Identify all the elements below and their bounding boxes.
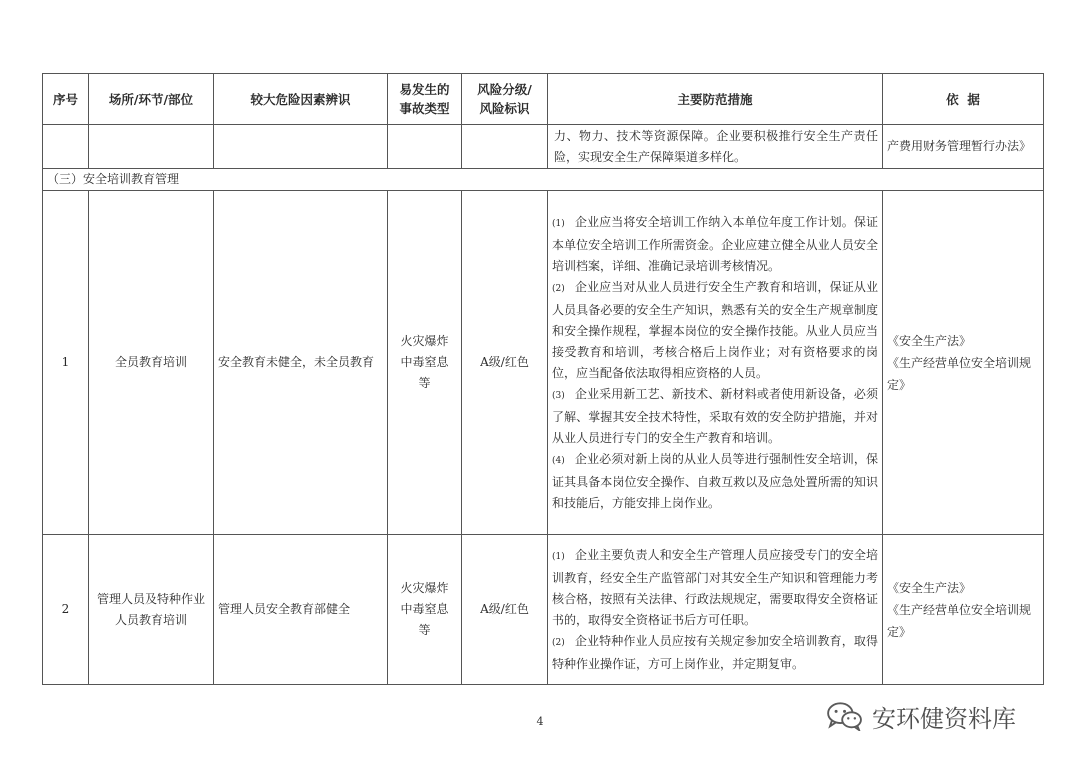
table-row xyxy=(43,191,1044,535)
measure-num: (2) xyxy=(552,637,565,648)
row-seq: 2 xyxy=(43,535,89,685)
section-title: （三）安全培训教育管理 xyxy=(43,169,1044,191)
continuation-seq-cell xyxy=(43,125,89,169)
page-number: 4 xyxy=(536,715,544,728)
row-hazard: 安全教育未健全，未全员教育 xyxy=(214,191,388,535)
continuation-accident-cell xyxy=(388,125,462,169)
measure-item xyxy=(552,384,878,449)
measure-item xyxy=(552,277,878,384)
row-measures xyxy=(548,191,883,535)
row-hazard: 管理人员安全教育部健全 xyxy=(214,535,388,685)
continuation-measures: 力、物力、技术等资源保障。企业要积极推行安全生产责任险，实现安全生产保障渠道多样化。 xyxy=(548,125,883,169)
header-risk-line2: 风险标识 xyxy=(479,101,530,116)
measure-num: (2) xyxy=(552,283,565,294)
row-basis: 《安全生产法》 《生产经营单位安全培训规定》 xyxy=(883,535,1044,685)
measure-item xyxy=(552,212,878,277)
row-risk-level: A级/红色 xyxy=(462,191,548,535)
continuation-hazard-cell xyxy=(214,125,388,169)
header-row xyxy=(43,74,1044,125)
row-seq: 1 xyxy=(43,191,89,535)
wechat-icon xyxy=(826,701,864,731)
measure-num: (4) xyxy=(552,455,565,466)
header-risk-level xyxy=(462,74,548,125)
measure-item xyxy=(552,449,878,514)
watermark xyxy=(826,698,1016,734)
header-measures: 主要防范措施 xyxy=(548,74,883,125)
measure-num: (3) xyxy=(552,390,565,401)
measure-text: 企业应当将安全培训工作纳入本单位年度工作计划。保证本单位安全培训工作所需资金。企业应建立健全从业人员安全培训档案，详细、准确记录培训考核情况。 xyxy=(552,214,878,273)
measure-num: (1) xyxy=(552,551,565,562)
row-measures xyxy=(548,535,883,685)
watermark-text: 安环健资料库 xyxy=(872,704,1016,733)
measure-item xyxy=(552,545,878,631)
row-accident-type: 火灾爆炸中毒窒息等 xyxy=(388,191,462,535)
header-place: 场所/环节/部位 xyxy=(89,74,214,125)
measure-text: 企业应当对从业人员进行安全生产教育和培训，保证从业人员具备必要的安全生产知识，熟悉有关的安全生产规章制度和安全操作规程，掌握本岗位的安全操作技能。从业人员应当接受教育和培训，考核合格后上岗作业；对有资格要求的岗位，应当配备依法取得相应资格的人员。 xyxy=(552,279,878,380)
hazard-table xyxy=(42,73,1044,685)
continuation-risk-cell xyxy=(462,125,548,169)
measure-num: (1) xyxy=(552,218,565,229)
measure-text: 企业主要负责人和安全生产管理人员应接受专门的安全培训教育，经安全生产监管部门对其安全生产知识和管理能力考核合格，按照有关法律、行政法规规定，需要取得安全资格证书的，取得安全资格证书后方可任职。 xyxy=(552,547,878,627)
header-hazard: 较大危险因素辨识 xyxy=(214,74,388,125)
row-basis: 《安全生产法》 《生产经营单位安全培训规定》 xyxy=(883,191,1044,535)
continuation-row xyxy=(43,125,1044,169)
header-accident-line2: 事故类型 xyxy=(399,101,450,116)
measure-text: 企业采用新工艺、新技术、新材料或者使用新设备，必须了解、掌握其安全技术特性，采取有效的安全防护措施，并对从业人员进行专门的安全生产教育和培训。 xyxy=(552,386,878,445)
continuation-basis: 产费用财务管理暂行办法》 xyxy=(883,125,1044,169)
header-accident-type xyxy=(388,74,462,125)
measure-text: 企业必须对新上岗的从业人员等进行强制性安全培训，保证其具备本岗位安全操作、自救互救以及应急处置所需的知识和技能后，方能安排上岗作业。 xyxy=(552,451,878,510)
row-accident-type: 火灾爆炸中毒窒息等 xyxy=(388,535,462,685)
row-place: 全员教育培训 xyxy=(89,191,214,535)
measure-item xyxy=(552,631,878,675)
row-risk-level: A级/红色 xyxy=(462,535,548,685)
header-accident-line1: 易发生的 xyxy=(399,82,450,97)
header-risk-line1: 风险分级/ xyxy=(477,82,532,97)
row-place: 管理人员及特种作业人员教育培训 xyxy=(89,535,214,685)
table-row xyxy=(43,535,1044,685)
measure-text: 企业特种作业人员应按有关规定参加安全培训教育，取得特种作业操作证，方可上岗作业，并定期复审。 xyxy=(552,633,878,671)
continuation-place-cell xyxy=(89,125,214,169)
header-basis: 依 据 xyxy=(883,74,1044,125)
section-row xyxy=(43,169,1044,191)
header-seq: 序号 xyxy=(43,74,89,125)
